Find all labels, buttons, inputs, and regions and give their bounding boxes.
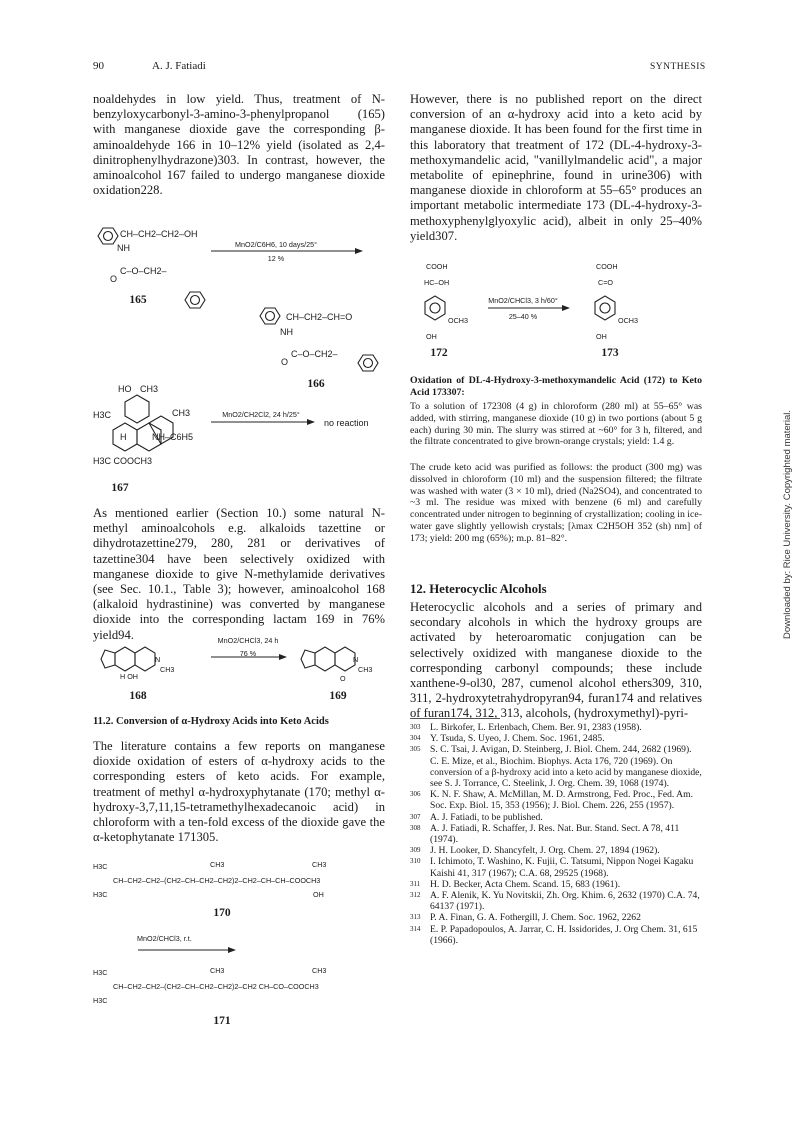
footnote-text: E. P. Papadopoulos, A. Jarrar, C. H. Issidorides, J. Org Chem. 31, 615 (1966). [430,923,698,946]
benzene-ring-166 [260,308,280,324]
footnote-item [410,890,705,912]
footnote-item [410,744,705,755]
s167-ch3b: CH3 [172,408,191,418]
s170-chain: CH–CH2–CH2–(CH2–CH–CH2–CH2)2–CH2–CH–CH–COOCH3 [113,876,321,885]
footnote-number [410,756,430,790]
s168-ch3: CH3 [160,665,175,674]
footnote-item [410,924,705,946]
s167-condition: MnO2/CH2Cl2, 24 h/25° [222,410,300,419]
footnote-item [410,856,705,878]
footnote-text: K. N. F. Shaw, A. McMillan, M. D. Armstrong, Fed. Proc., Fed. Am. Soc. Exp. Biol. 15, 353 (1956); J. Biol. Chem. 226, 255 (1957). [430,789,693,812]
footnote-number: 306 [410,790,421,799]
footnote-item [410,823,705,845]
benzene-ring-165 [98,228,118,244]
s166-bottom: C–O–CH2– [291,349,338,359]
section-12-heading: 12. Heterocyclic Alcohols [410,582,547,596]
experimental-paragraph-1: To a solution of 172308 (4 g) in chloroform (280 ml) at 55–65° was added, with stirring, manganese dioxide (10 g) in two portions (about 5 g each) during 30 min. The slurry was stirred at ~60° for 3 h, filtered, and the filtrate concentrated to give brown-orange crystals; yield: 1.4 g. [410,401,702,448]
compound-167-label: 167 [111,482,129,494]
scheme-165-166 [93,225,393,390]
footnote-item [410,812,705,823]
s166-nh: NH [280,327,293,337]
footnote-item [410,733,705,744]
left-paragraph-3: The literature contains a few reports on manganese dioxide oxidation of esters of α-hydroxy acids to the corresponding esters of keto acids. For example, treatment of methyl α-hydroxyphytanate (170; methyl α-hydroxy-3,7,11,15-tetramethylhexadecanoic acid) in chloroform with a ten-fold excess of the dioxide gave the α-ketophytanate 171305. [93,739,385,845]
footnote-item [410,722,705,733]
benzene-ring-166b [358,355,378,371]
right-paragraph-1: However, there is no published report on the direct conversion of an α-hydroxy acid into a keto acid by manganese dioxide. It has been found for the first time in this laboratory that treatment of 172 (DL-4-hydroxy-3-methoxymandelic acid, "vanillylmandelic acid", a major metabolite of epinephrine, found in urine306) with manganese dioxide in chloroform at 55–65° produces an important metabolic intermediate 173 (DL-4-hydroxy-3-methoxyphenylglyoxylic acid), albeit in only 25–40% yield307. [410,92,702,243]
compound-165-label: 165 [129,294,147,306]
ring-169-b [335,647,355,671]
footnote-number: 303 [410,723,421,731]
s169-o: O [340,674,346,683]
s172-yield: 25–40 % [508,312,538,321]
s167-ho: HO [118,384,132,394]
s168-yield: 76 % [239,649,257,658]
reaction-arrow-170 [138,946,238,954]
s165-top: CH–CH2–CH2–OH [120,229,198,239]
benzene-ring-173 [595,296,615,320]
ring-169-dioxole [301,650,315,668]
footnote-item [410,756,705,790]
footnote-number: 308 [410,823,421,832]
footnote-divider [410,718,500,719]
left-paragraph-2: As mentioned earlier (Section 10.) some natural N-methyl aminoalcohols e.g. alkaloids tazettine or dihydrotazettine279, 280, 281 or derivatives of tazettine304 have been selectively oxidized with manganese dioxide to give N-methylamide derivatives (see Sec. 10.1., Table 3); however, aminoalcohol 168 (alkaloid hydrastinine) was converted by manganese dioxide into the corresponding lactam 169 in 76% yield94. [93,506,385,642]
footnote-text: P. A. Finan, G. A. Fothergill, J. Chem. Soc. 1962, 2262 [430,912,641,924]
s173-och3: OCH3 [618,316,638,325]
s166-o: O [281,357,289,367]
s172-oh: OH [426,332,437,341]
s170-condition: MnO2/CHCl3, r.t. [137,934,192,943]
s167-h3c: H3C [93,410,112,420]
s165-yield: 12 % [267,254,285,263]
footnote-number: 312 [410,891,421,900]
footnote-number: 314 [410,924,421,933]
footnote-text: J. H. Looker, D. Shancyfelt, J. Org. Chem. 27, 1894 (1962). [430,845,660,857]
section-11-2-heading: 11.2. Conversion of α-Hydroxy Acids into Keto Acids [93,716,329,727]
s167-ch3a: CH3 [140,384,159,394]
s171-chain: CH–CH2–CH2–(CH2–CH–CH2–CH2)2–CH2 CH–CO–COOCH3 [113,982,319,991]
s170-h3c-bottom: H3C [93,890,108,899]
s168-condition: MnO2/CHCl3, 24 h [217,636,279,645]
download-notice: Downloaded by: Rice University. Copyrighted material. [782,410,793,639]
s167-result: no reaction [324,418,369,428]
experimental-paragraph-2: The crude keto acid was purified as follows: the product (300 mg) was dissolved in chloroform (10 ml) and the suspension filtered; the filtrate was washed with water (3 × 10 ml), dried (Na2SO4), and concentrated to ~3 ml. The residue was mixed with benzene (6 ml) and carefully concentrated under nitrogen to beginning of crystallization; cooling in ice-water gave slightly yellowish crystals; [λmax C2H5OH 352 (sh) nm] of 173; yield: 200 mg (65%); m.p. 81–82°. [410,462,702,544]
s167-cooch3: H3C COOCH3 [93,456,153,466]
page-number: 90 [93,60,104,72]
compound-170-label: 170 [213,907,231,919]
s168-h-oh: H OH [120,672,138,681]
s169-n: N [353,655,359,664]
footnote-number: 309 [410,846,421,855]
s167-nh: NH–C6H5 [152,432,194,442]
footnote-text: H. D. Becker, Acta Chem. Scand. 15, 683 (1961). [430,878,621,890]
left-paragraph-1: noaldehydes in low yield. Thus, treatment of N-benzyloxycarbonyl-3-amino-3-phenylpropanol (165) with manganese dioxide gave the corresponding β-aminoaldehyde 166 in 10–12% yield (isolated as 2,4-dinitrophenylhydrazone)303. In contrast, however, the aminoalcohol 167 failed to undergo manganese dioxide oxidation228. [93,92,385,198]
footnote-item [410,845,705,856]
ring-168-dioxole [101,650,115,668]
s170-oh: OH [313,890,324,899]
footnote-item [410,912,705,923]
footnote-text: Y. Tsuda, S. Uyeo, J. Chem. Soc. 1961, 2485. [430,733,605,745]
s165-nh: NH [117,243,130,253]
running-author: A. J. Fatiadi [152,60,206,72]
s173-cooh: COOH [596,262,618,271]
footnote-text: A. F. Alenik, K. Yu Novitskii, Zh. Org. Khim. 6, 2632 (1970) C.A. 74, 64137 (1971). [430,890,700,913]
s172-condition: MnO2/CHCl3, 3 h/60° [488,296,558,305]
compound-171-label: 171 [213,1015,231,1027]
experimental-title: Oxidation of DL-4-Hydroxy-3-methoxymandelic Acid (172) to Keto Acid 173307: [410,375,702,398]
footnote-number: 311 [410,879,421,888]
ring-168-b [135,647,155,671]
footnote-text: I. Ichimoto, T. Washino, K. Fujii, C. Tatsumi, Nippon Nogei Kagaku Kaishi 41, 317 (1967); C.A. 68, 29525 (1968). [430,856,694,879]
footnote-text: C. E. Mize, et al., Biochim. Biophys. Acta 176, 720 (1969). On conversion of a β-hydroxy acid into a keto acid by manganese dioxide, see S. J. Torrance, C. Steelink, J. Org. Chem. 39, 1068 (1974). [430,755,702,790]
footnote-text: S. C. Tsai, J. Avigan, D. Steinberg, J. Biol. Chem. 244, 2682 (1969). [430,744,692,756]
footnote-text: A. J. Fatiadi, R. Schaffer, J. Res. Nat. Bur. Stand. Sect. A 78, 411 (1974). [430,822,680,846]
s168-n: N [155,655,161,664]
s165-bottom: C–O–CH2– [120,266,167,276]
footnote-number: 305 [410,745,421,754]
compound-168-label: 168 [129,690,147,702]
s172-cooh: COOH [426,262,448,271]
s170-h3c-top: H3C [93,862,108,871]
s170-ch3a: CH3 [210,860,225,869]
ring-168-a [115,647,135,671]
benzene-ring-172 [425,296,445,320]
s171-h3c-top: H3C [93,968,108,977]
compound-173-label: 173 [601,347,619,359]
ring-169-a [315,647,335,671]
benzene-ring-165b [185,292,205,308]
compound-166-label: 166 [307,378,325,390]
footnotes [410,722,705,946]
s173-oh: OH [596,332,607,341]
s167-h: H [120,432,127,442]
footnote-text: A. J. Fatiadi, to be published. [430,811,543,823]
scheme-167 [93,390,393,480]
footnote-number: 310 [410,857,421,866]
s172-och3: OCH3 [448,316,468,325]
ring-d [125,395,149,423]
journal-name: SYNTHESIS [650,62,706,72]
footnote-number: 304 [410,734,421,743]
compound-172-label: 172 [430,347,448,359]
s170-ch3b: CH3 [312,860,327,869]
footnote-item [410,789,705,811]
s165-o: O [110,274,118,284]
s171-ch3a: CH3 [210,966,225,975]
s166-top: CH–CH2–CH=O [286,312,353,322]
footnote-item [410,879,705,890]
right-paragraph-2: Heterocyclic alcohols and a series of primary and secondary alcohols in which the hydroxy groups are activated by heteroaromatic conjugation can be selectively oxidized with manganese dioxide to the corresponding carbonyl compounds; these include xanthene-9-ol30, 287, cumenol alcohol ethers309, 310, 311, 2-hydroxytetrahydropyran94, furan174 and relatives of furan174, 312, 313, alcohols, (hydroxymethyl)-pyri- [410,600,702,721]
s172-hcoh: HC–OH [424,278,450,287]
s171-ch3b: CH3 [312,966,327,975]
s173-co: C=O [598,278,613,287]
compound-169-label: 169 [329,690,347,702]
s171-h3c-bottom: H3C [93,996,108,1005]
footnote-text: L. Birkofer, L. Erlenbach, Chem. Ber. 91, 2383 (1958). [430,722,642,733]
footnote-number: 307 [410,812,421,821]
s169-ch3: CH3 [358,665,373,674]
footnote-number: 313 [410,913,421,922]
s165-condition: MnO2/C6H6, 10 days/25° [235,240,317,249]
